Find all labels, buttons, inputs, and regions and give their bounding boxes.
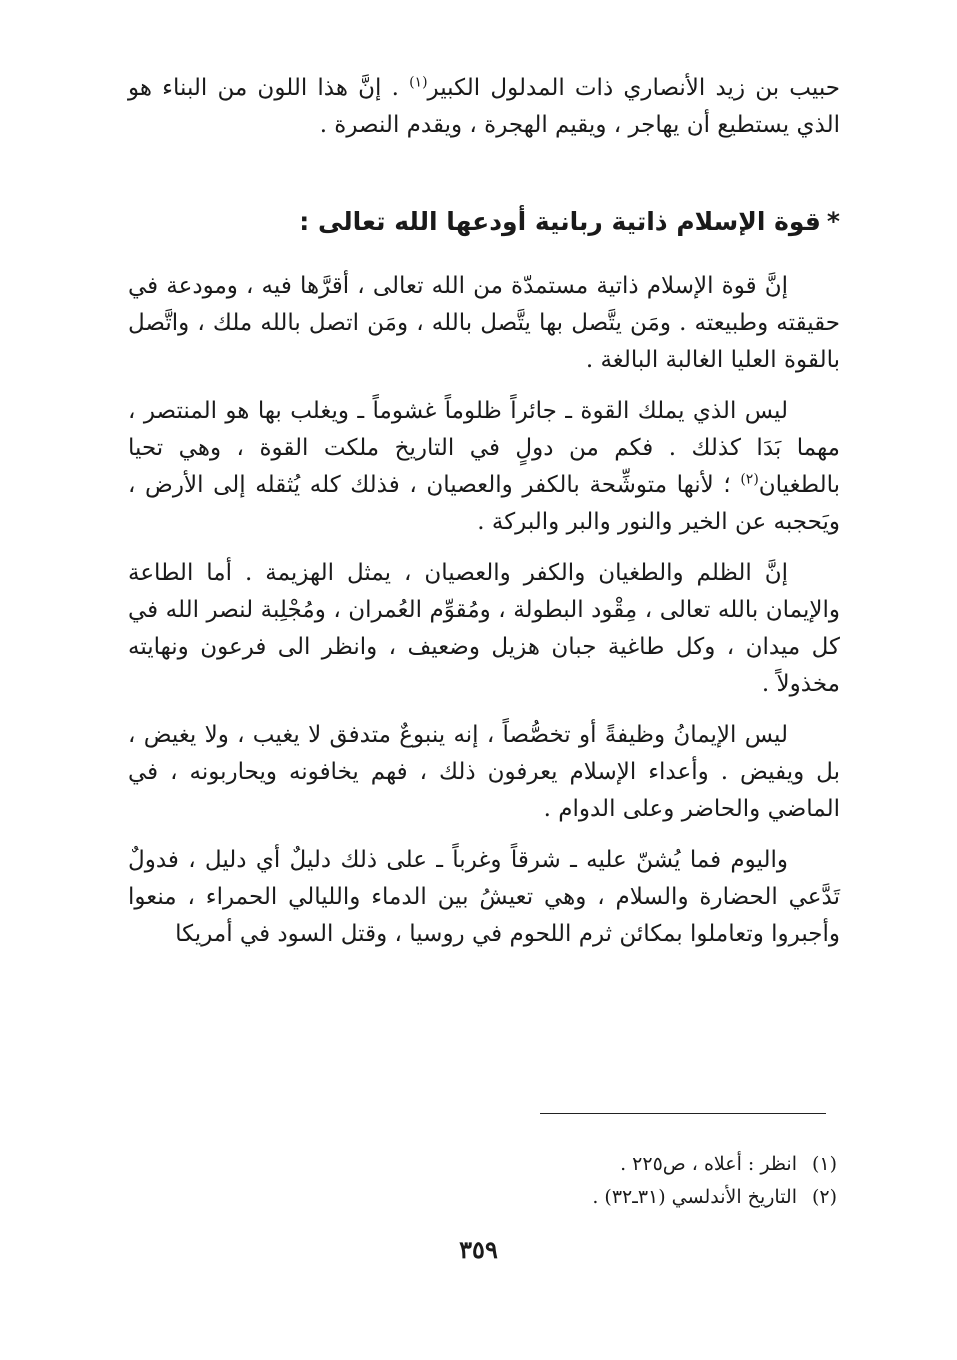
footnote-2-number: (٢) bbox=[811, 1186, 837, 1208]
paragraph-1: إنَّ قوة الإسلام ذاتية مستمدّة من الله تعالى ، أقرَّها فيه ، ومودعة في حقيقته وطبيعته . ومَن يتَّصل بها يتَّصل بالله ، ومَن اتصل بالله ملك ، واتَّصل بالقوة العليا الغالبة البالغة . bbox=[128, 273, 840, 373]
paragraph-5: واليوم فما يُشنّ عليه ـ شرقاً وغرباً ـ على ذلك دليلٌ أي دليل ، فدولٌ تَدَّعي الحضارة والسلام ، وهي تعيشُ بين الدماء والليالي الحمراء ، منعوا وأجبروا وتعاملوا بمكائن ثرم اللحوم في روسيا ، وقتل السود في أمريكا bbox=[128, 847, 840, 947]
paragraph-2-text: ليس الذي يملك القوة ـ جائراً ظلوماً غشوماً ـ ويغلب بها هو المنتصر ، مهما بَدَا كذلك . فكم من دولٍ في التاريخ ملكت القوة ، وهي تحيا بالطغيان bbox=[128, 398, 840, 498]
page-number: ٣٥٩ bbox=[459, 1235, 498, 1264]
section-heading-title: قوة الإسلام ذاتية ربانية أودعها الله تعالى : bbox=[299, 207, 821, 236]
paragraph-4: ليس الإيمانُ وظيفةً أو تخصُّصاً ، إنه ينبوعٌ متدفق لا يغيب ، ولا يغيض ، بل ويفيض . وأعداء الإسلام يعرفون ذلك ، فهم يخافونه ويحاربونه ، في الماضي والحاضر وعلى الدوام . bbox=[128, 722, 840, 822]
intro-text-end: . إنَّ هذا اللون من البناء هو الذي يستطيع أن يهاجر ، ويقيم الهجرة ، ويقدم النصرة . bbox=[128, 75, 840, 138]
footnote-1-text: انظر : أعلاه ، ص٢٢٥ . bbox=[620, 1153, 797, 1175]
star-icon: * bbox=[826, 207, 840, 236]
paragraph-2 bbox=[128, 393, 840, 541]
footnote-divider bbox=[540, 1113, 826, 1114]
footnote-2 bbox=[317, 1181, 837, 1214]
footnote-1 bbox=[317, 1148, 837, 1181]
footnotes bbox=[317, 1148, 837, 1214]
page-body bbox=[128, 70, 840, 953]
footnote-ref-1[interactable]: (١) bbox=[409, 74, 428, 91]
footnote-ref-2[interactable]: (٢) bbox=[740, 471, 759, 488]
section-heading bbox=[128, 202, 840, 242]
paragraph-3: إنَّ الظلم والطغيان والكفر والعصيان ، يمثل الهزيمة . أما الطاعة والإيمان بالله تعالى ، مِقْود البطولة ، ومُقوِّم العُمران ، ومُجْلِبة لنصر الله في كل ميدان ، وكل طاغية جبان هزيل وضعيف ، وانظر الى فرعون ونهايته مخذولاً . bbox=[128, 560, 840, 697]
footnote-1-number: (١) bbox=[811, 1153, 837, 1175]
intro-text: حبيب بن زيد الأنصاري ذات المدلول الكبير bbox=[427, 75, 840, 101]
intro-paragraph bbox=[128, 70, 840, 144]
footnote-2-text: التاريخ الأندلسي (٣١ـ٣٢) . bbox=[592, 1186, 797, 1208]
paragraph-2-text-end: ؛ لأنها متوشِّحة بالكفر والعصيان ، فذلك كله يُثقله إلى الأرض ، ويَحجبه عن الخير والنور والبر والبركة . bbox=[128, 472, 840, 535]
